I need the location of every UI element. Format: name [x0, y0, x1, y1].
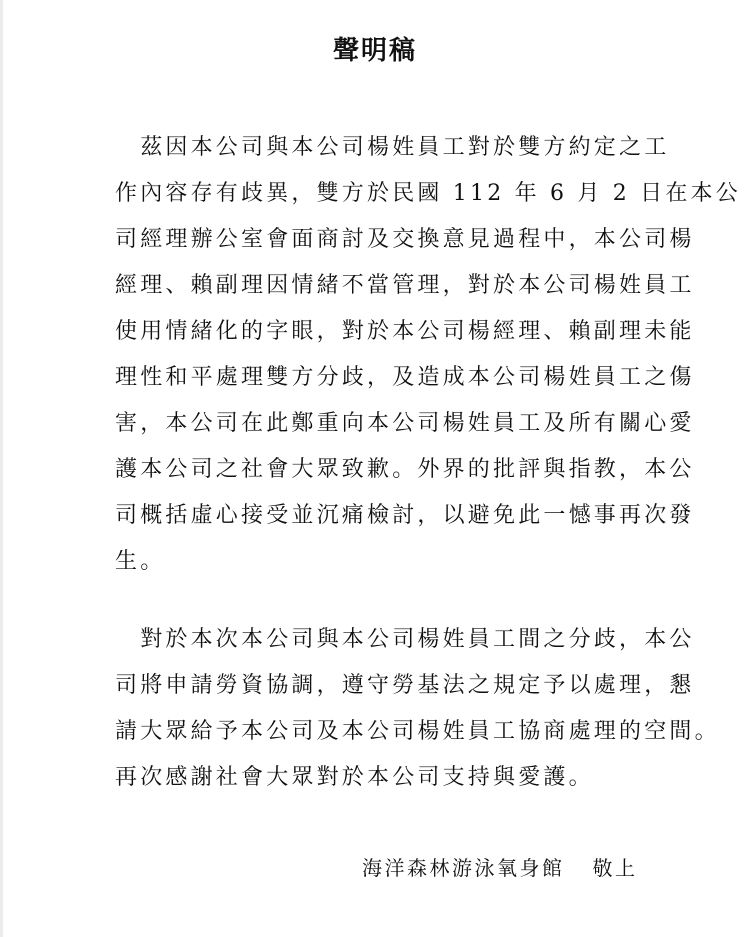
document-title: 聲明稿	[332, 36, 417, 66]
text-line: 請大眾給予本公司及本公司楊姓員工協商處理的空間。	[115, 719, 720, 744]
text-line: 司概括虛心接受並沉痛檢討，以避免此一憾事再次發	[115, 503, 695, 528]
text-line: 對於本次本公司與本公司楊姓員工間之分歧，本公	[115, 627, 695, 652]
text-line: 經理、賴副理因情緒不當管理，對於本公司楊姓員工	[115, 273, 695, 298]
text-line: 再次感謝社會大眾對於本公司支持與愛護。	[115, 765, 594, 790]
text-line: 茲因本公司與本公司楊姓員工對於雙方約定之工	[115, 135, 670, 160]
page-edge	[0, 0, 3, 937]
text-line: 理性和平處理雙方分歧，及造成本公司楊姓員工之傷	[115, 365, 695, 390]
text-line: 使用情緒化的字眼，對於本公司楊經理、賴副理未能	[115, 319, 695, 344]
text-line: 司經理辦公室會面商討及交換意見過程中，本公司楊	[115, 227, 695, 252]
text-line: 司將申請勞資協調，遵守勞基法之規定予以處理，懇	[115, 673, 695, 698]
signature	[362, 852, 638, 881]
text-line: 護本公司之社會大眾致歉。外界的批評與指教，本公	[115, 457, 695, 482]
signature-closing: 敬上	[592, 856, 638, 880]
text-line: 作內容存有歧異，雙方於民國 112 年 6 月 2 日在本公	[115, 181, 741, 206]
text-line: 生。	[115, 549, 166, 574]
text-line: 害，本公司在此鄭重向本公司楊姓員工及所有關心愛	[115, 411, 695, 436]
signature-organization: 海洋森林游泳氧身館	[362, 856, 565, 880]
